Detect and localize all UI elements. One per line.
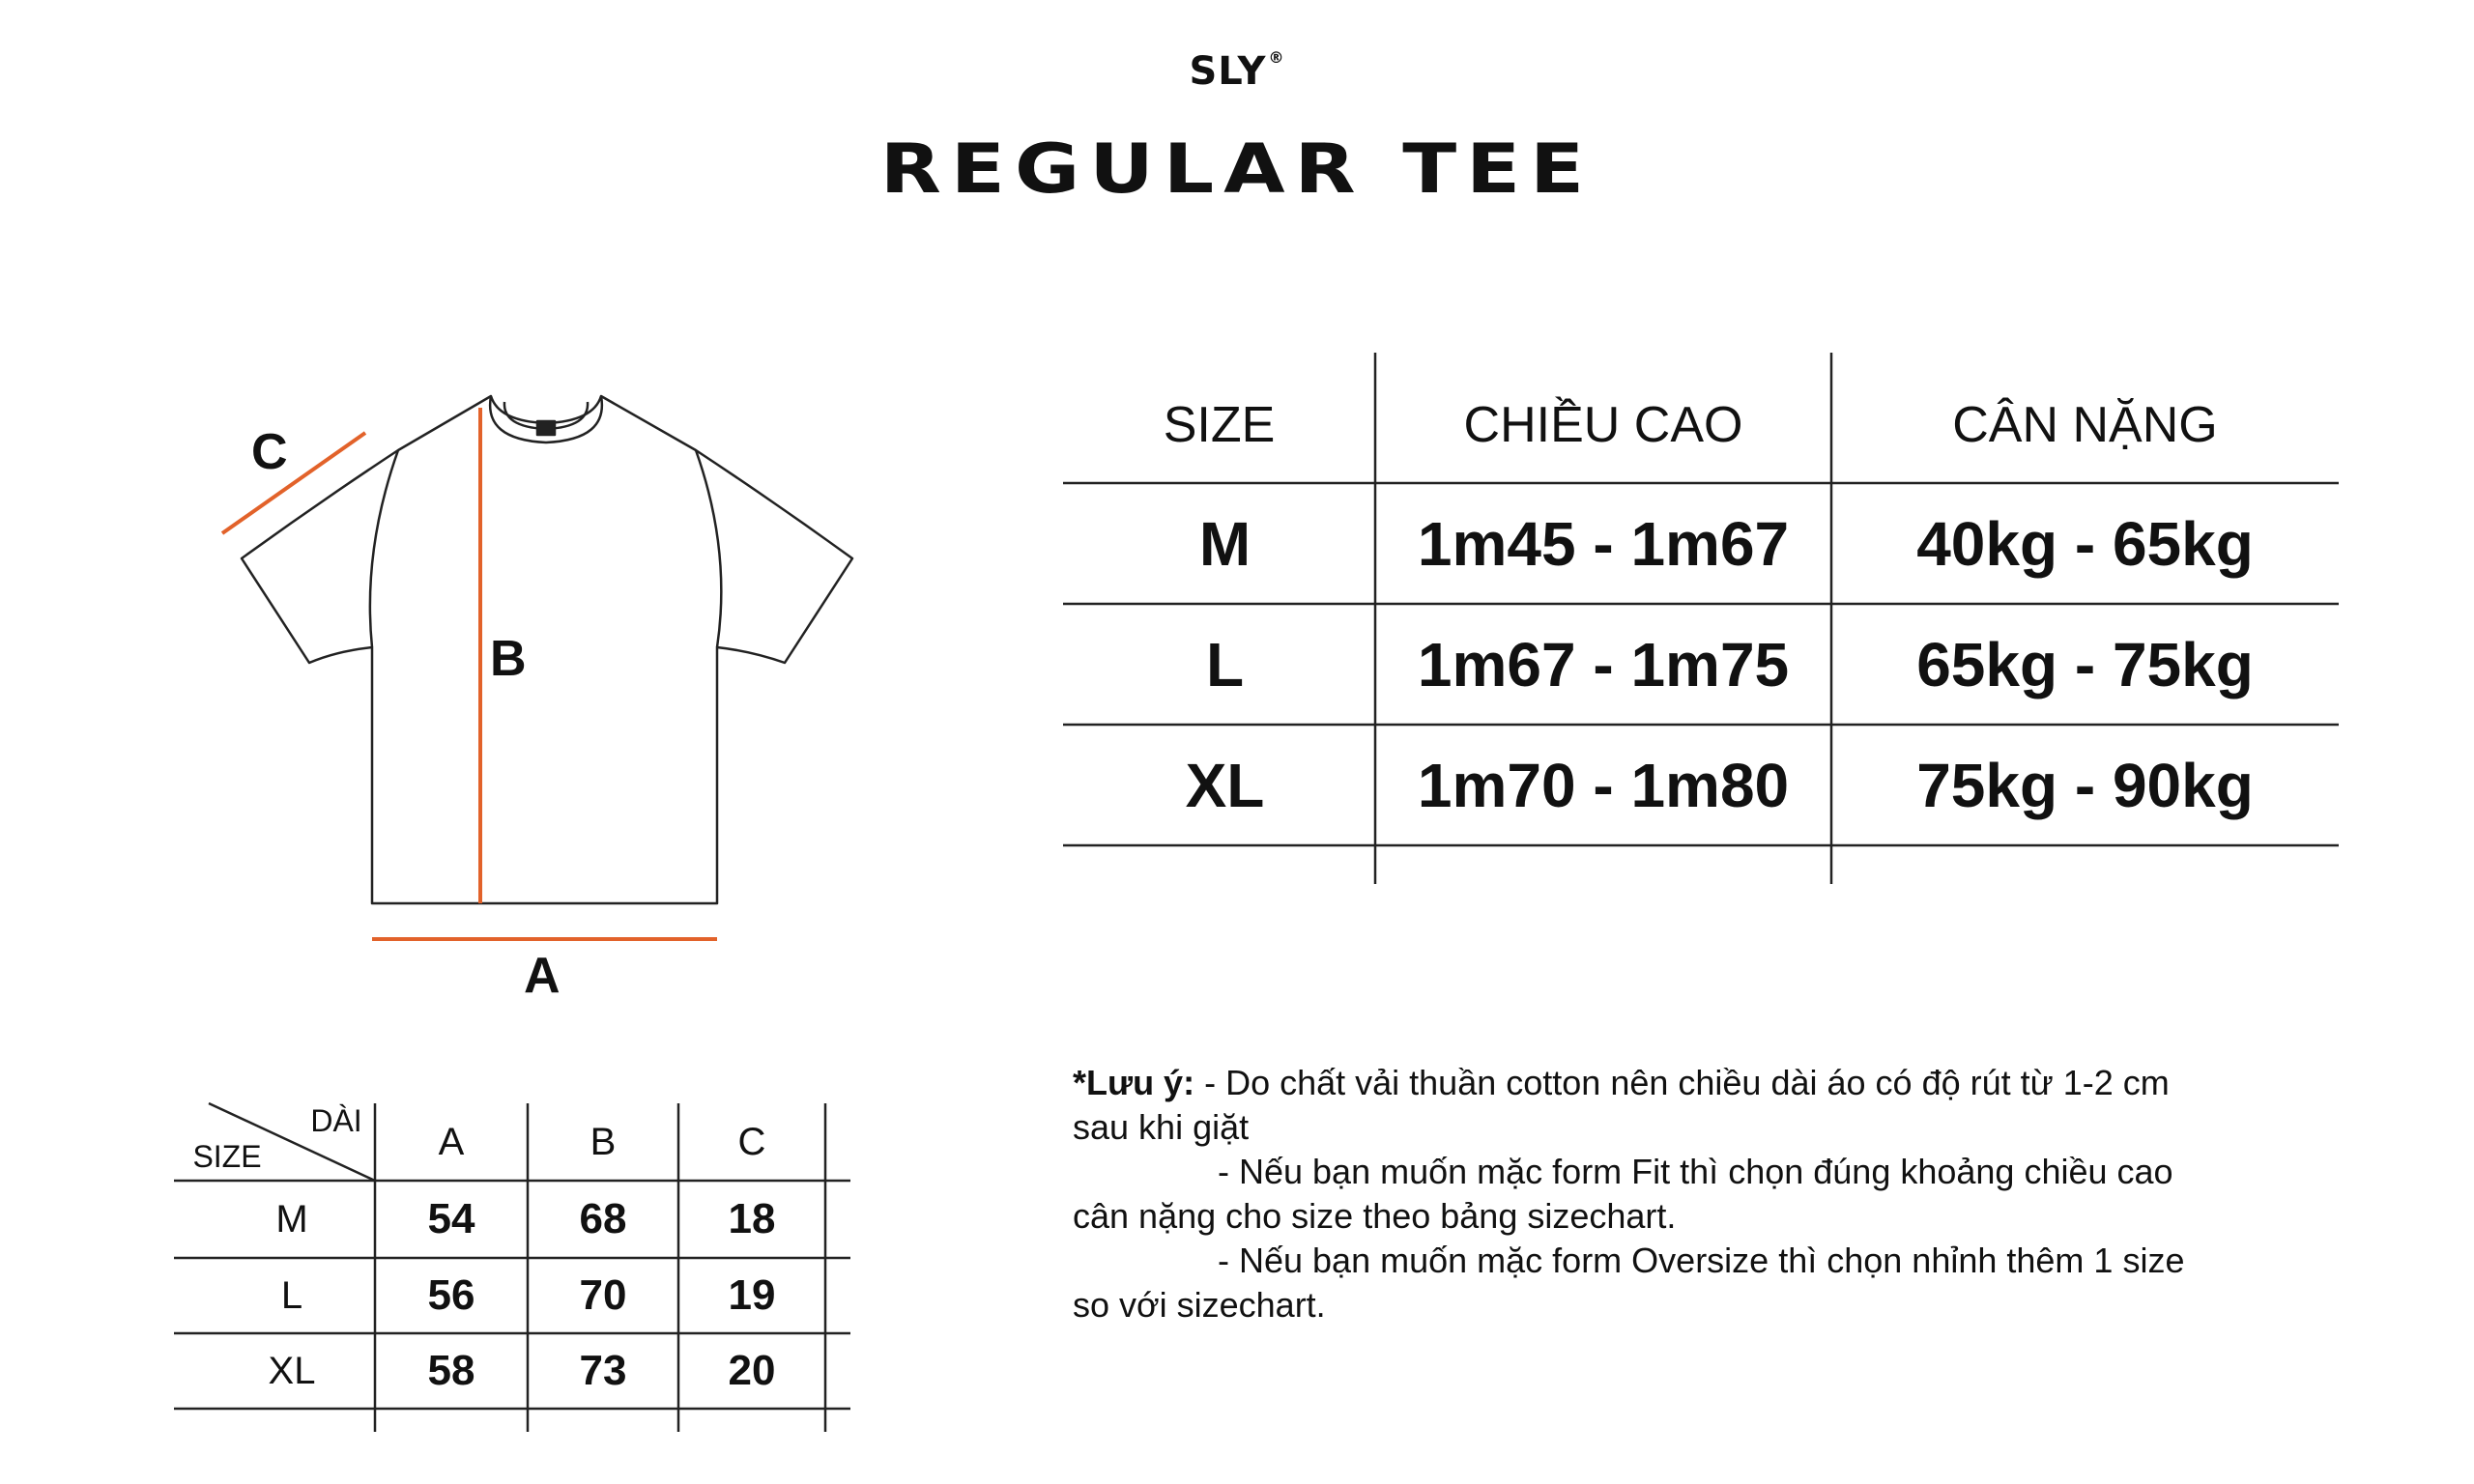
value-b: 73 [579,1347,627,1394]
care-note [1073,1061,2348,1327]
value-c: 18 [728,1195,776,1242]
column-header-c: C [737,1120,766,1163]
value-c: 20 [728,1347,776,1394]
registered-mark: ® [1268,48,1285,67]
column-header-a: A [438,1120,465,1163]
row-size-label: M [275,1197,308,1241]
height-cell: 1m70 - 1m80 [1417,750,1790,820]
row-size-label: L [280,1273,303,1317]
weight-cell: 40kg - 65kg [1916,508,2254,579]
value-b: 68 [579,1195,627,1242]
height-cell: 1m45 - 1m67 [1417,508,1790,579]
value-a: 54 [427,1195,475,1242]
note-line: sau khi giặt [1073,1107,1250,1147]
weight-cell: 65kg - 75kg [1916,629,2254,699]
dimension-label-a: A [524,948,561,1004]
size-cell: XL [1185,750,1265,820]
corner-label-length: DÀI [310,1102,362,1138]
tshirt-diagram [174,367,908,1024]
note-line: - Nếu bạn muốn mặc form Oversize thì chọn nhỉnh thêm 1 size [1218,1241,2185,1280]
size-header: SIZE [1163,397,1276,453]
height-header: CHIỀU CAO [1463,397,1743,453]
value-a: 58 [427,1347,475,1394]
value-c: 19 [728,1271,776,1319]
brand-name: SLY [1189,49,1267,94]
weight-cell: 75kg - 90kg [1916,750,2254,820]
corner-label-size: SIZE [192,1138,262,1174]
size-chart-table [1063,348,2339,889]
measure-lines [222,408,717,939]
size-cell: L [1205,629,1245,699]
note-line: so với sizechart. [1073,1285,1326,1325]
dimension-label-b: B [490,631,527,687]
value-b: 70 [579,1271,627,1319]
weight-header: CÂN NẶNG [1952,397,2218,453]
note-line: cân nặng cho size theo bảng sizechart. [1073,1196,1677,1236]
note-line: - Do chất vải thuần cotton nên chiều dài áo có độ rút từ 1-2 cm [1194,1063,2170,1102]
column-header-b: B [590,1120,617,1163]
row-size-label: XL [268,1349,316,1392]
measurement-table [174,1092,850,1440]
note-line: - Nếu bạn muốn mặc form Fit thì chọn đúng khoảng chiều cao [1218,1152,2173,1191]
value-a: 56 [427,1271,475,1319]
height-cell: 1m67 - 1m75 [1417,629,1790,699]
dimension-label-c: C [251,424,288,480]
brand-logo [0,48,2474,94]
note-label: *Lưu ý: [1073,1063,1195,1102]
page-title: REGULAR TEE [879,129,1595,210]
size-cell: M [1198,508,1251,579]
